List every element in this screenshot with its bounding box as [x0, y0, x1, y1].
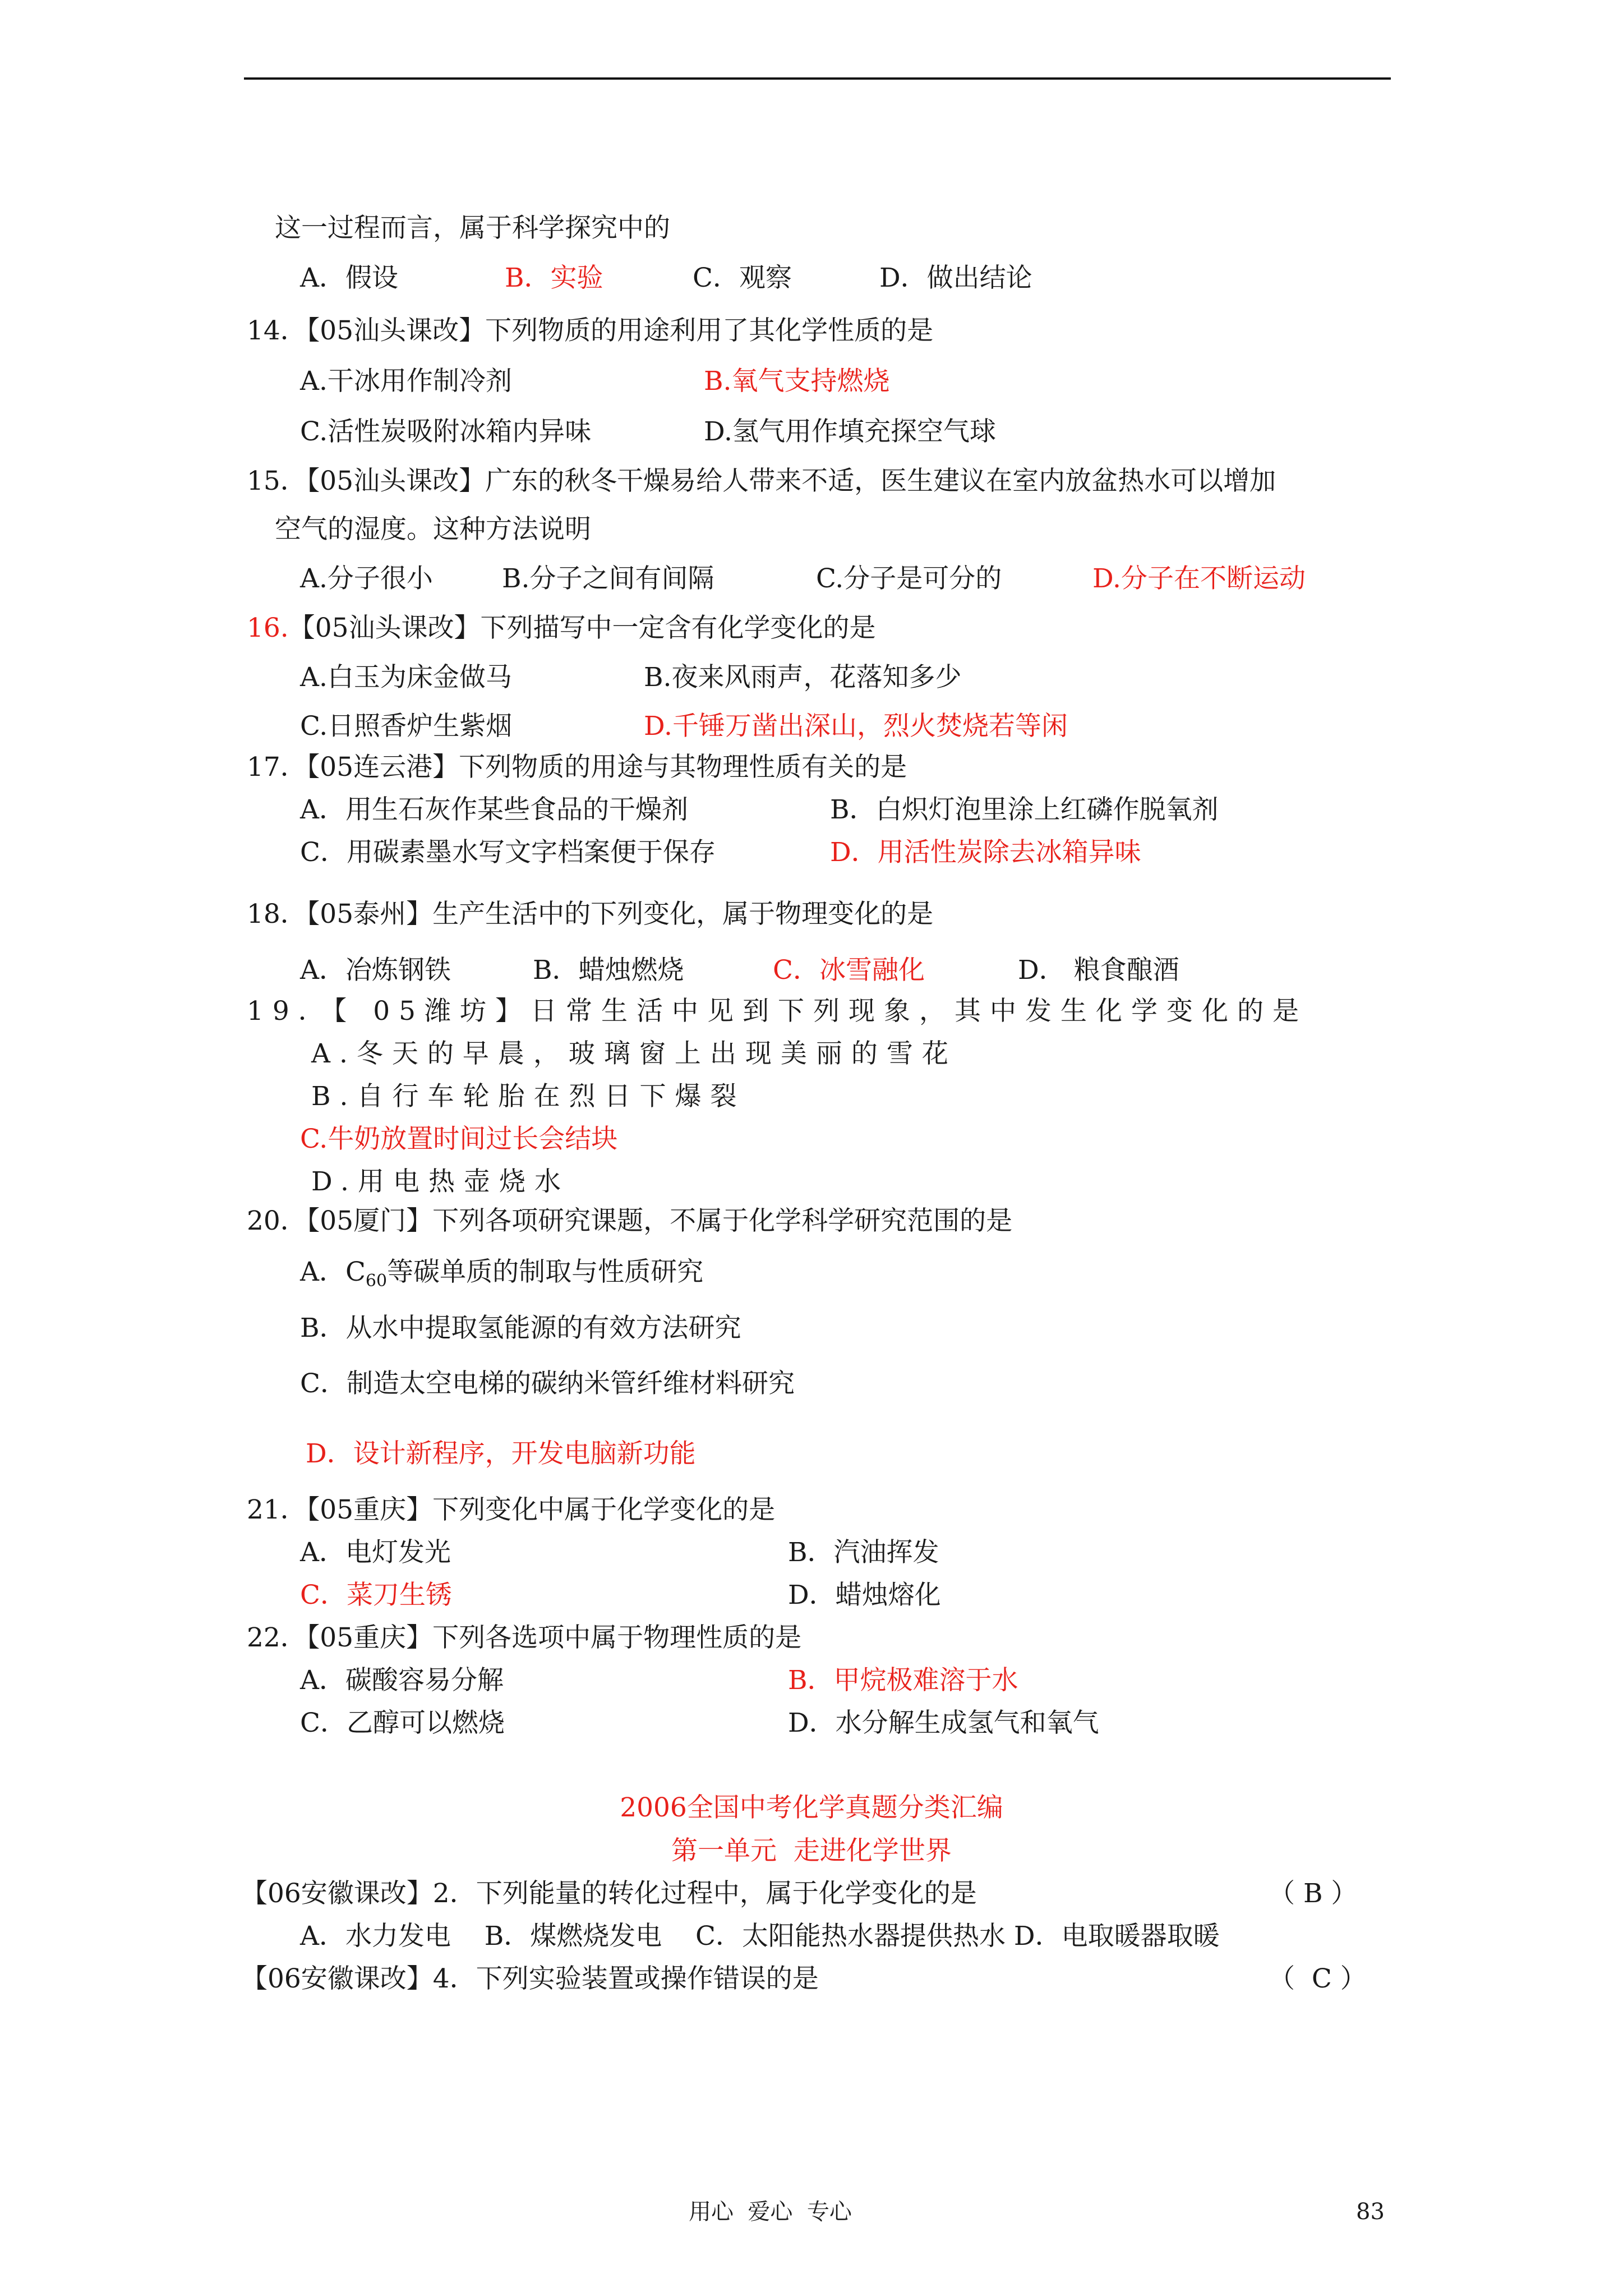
q14-option-b-answer: B.氧气支持燃烧	[704, 366, 890, 397]
q22-option-c: C．乙醇可以燃烧	[300, 1708, 505, 1738]
q20-option-d-answer: D．设计新程序，开发电脑新功能	[306, 1438, 696, 1469]
q14-option-d: D.氢气用作填充探空气球	[704, 416, 996, 447]
q18-option-a: A．冶炼钢铁	[300, 955, 451, 986]
q17-option-b: B．白炽灯泡里涂上红磷作脱氧剂	[830, 794, 1219, 825]
section-subtitle: 第一单元 走进化学世界	[671, 1835, 952, 1866]
q18-stem: 18．【05泰州】生产生活中的下列变化，属于物理变化的是	[247, 899, 934, 930]
q16-option-b: B.夜来风雨声，花落知多少	[644, 662, 962, 693]
q20-stem: 20．【05厦门】下列各项研究课题，不属于化学科学研究范围的是	[247, 1205, 1013, 1236]
q13-option-b-answer: B．实验	[505, 263, 603, 293]
q06-4-answer: （ C ）	[1269, 1963, 1367, 1994]
q16-stem-text: 【05汕头课改】下列描写中一定含有化学变化的是	[288, 613, 876, 643]
q18-option-c-answer: C．冰雪融化	[773, 955, 925, 986]
q19-option-c-answer: C.牛奶放置时间过长会结块	[300, 1124, 618, 1154]
q14-option-c: C.活性炭吸附冰箱内异味	[300, 416, 592, 447]
q16-stem	[247, 611, 876, 645]
q20-option-a-subscript: 60	[365, 1271, 388, 1291]
q20-option-a-text: 等碳单质的制取与性质研究	[387, 1257, 704, 1287]
q17-option-c: C．用碳素墨水写文字档案便于保存	[300, 837, 716, 868]
q20-option-a	[300, 1255, 703, 1298]
q16-number: 16.	[247, 613, 289, 643]
q21-option-b: B．汽油挥发	[788, 1537, 939, 1568]
q21-stem: 21．【05重庆】下列变化中属于化学变化的是	[247, 1494, 776, 1525]
q21-option-d: D．蜡烛熔化	[788, 1580, 941, 1611]
q16-option-c: C.日照香炉生紫烟	[300, 711, 513, 742]
q19-option-d: D.用电热壶烧水	[311, 1166, 570, 1197]
footer-motto: 用心 爱心 专心	[689, 2199, 852, 2225]
q06-2-answer: （ B ）	[1269, 1878, 1358, 1909]
q17-option-d-answer: D．用活性炭除去冰箱异味	[830, 837, 1141, 868]
q19-stem: 19．【 05潍坊】日常生活中见到下列现象，其中发生化学变化的是	[247, 996, 1308, 1027]
q13-option-a: A．假设	[300, 263, 398, 293]
q21-option-a: A．电灯发光	[300, 1537, 451, 1568]
q14-option-a: A.干冰用作制冷剂	[300, 366, 512, 397]
q17-stem: 17．【05连云港】下列物质的用途与其物理性质有关的是	[247, 752, 907, 783]
q15-stem: 15．【05汕头课改】广东的秋冬干燥易给人带来不适，医生建议在室内放盆热水可以增加	[247, 466, 1276, 496]
q13-option-d: D．做出结论	[879, 263, 1032, 293]
q22-option-b-answer: B．甲烷极难溶于水	[788, 1665, 1018, 1696]
q22-option-a: A．碳酸容易分解	[300, 1665, 504, 1696]
q14-stem: 14．【05汕头课改】下列物质的用途利用了其化学性质的是	[247, 315, 934, 346]
q13-option-c: C．观察	[693, 263, 792, 293]
q18-option-d: D． 粮食酿酒	[1018, 955, 1179, 986]
q16-option-a: A.白玉为床金做马	[300, 662, 512, 693]
q21-option-c-answer: C．菜刀生锈	[300, 1580, 452, 1611]
q18-option-b: B．蜡烛燃烧	[533, 955, 684, 986]
q15-stem-line2: 空气的湿度。这种方法说明	[275, 514, 591, 545]
q06-2-options: A．水力发电 B．煤燃烧发电 C．太阳能热水器提供热水 D．电取暖器取暖	[300, 1921, 1220, 1952]
q20-option-b: B．从水中提取氢能源的有效方法研究	[300, 1313, 741, 1343]
q15-option-c: C.分子是可分的	[816, 563, 1002, 594]
q19-option-a: A.冬天的早晨，玻璃窗上出现美丽的雪花	[311, 1038, 957, 1069]
q06-4-stem: 【06安徽课改】4．下列实验装置或操作错误的是	[241, 1963, 819, 1994]
q19-option-b: B.自行车轮胎在烈日下爆裂	[311, 1081, 746, 1112]
header-rule	[244, 77, 1391, 80]
q13-stem-continuation: 这一过程而言，属于科学探究中的	[275, 213, 670, 243]
q22-stem: 22．【05重庆】下列各选项中属于物理性质的是	[247, 1622, 802, 1653]
q16-option-d-answer: D.千锤万凿出深山，烈火焚烧若等闲	[644, 711, 1068, 742]
q20-option-c: C．制造太空电梯的碳纳米管纤维材料研究	[300, 1368, 795, 1399]
page-number: 83	[1356, 2199, 1385, 2225]
section-title: 2006全国中考化学真题分类汇编	[620, 1792, 1003, 1823]
q06-2-stem: 【06安徽课改】2．下列能量的转化过程中，属于化学变化的是	[241, 1878, 977, 1909]
q15-option-d-answer: D.分子在不断运动	[1092, 563, 1306, 594]
q17-option-a: A．用生石灰作某些食品的干燥剂	[300, 794, 688, 825]
q15-option-a: A.分子很小	[300, 563, 433, 594]
q15-option-b: B.分子之间有间隔	[502, 563, 714, 594]
q20-option-a-prefix: A．C	[300, 1257, 366, 1287]
q22-option-d: D．水分解生成氢气和氧气	[788, 1708, 1099, 1738]
